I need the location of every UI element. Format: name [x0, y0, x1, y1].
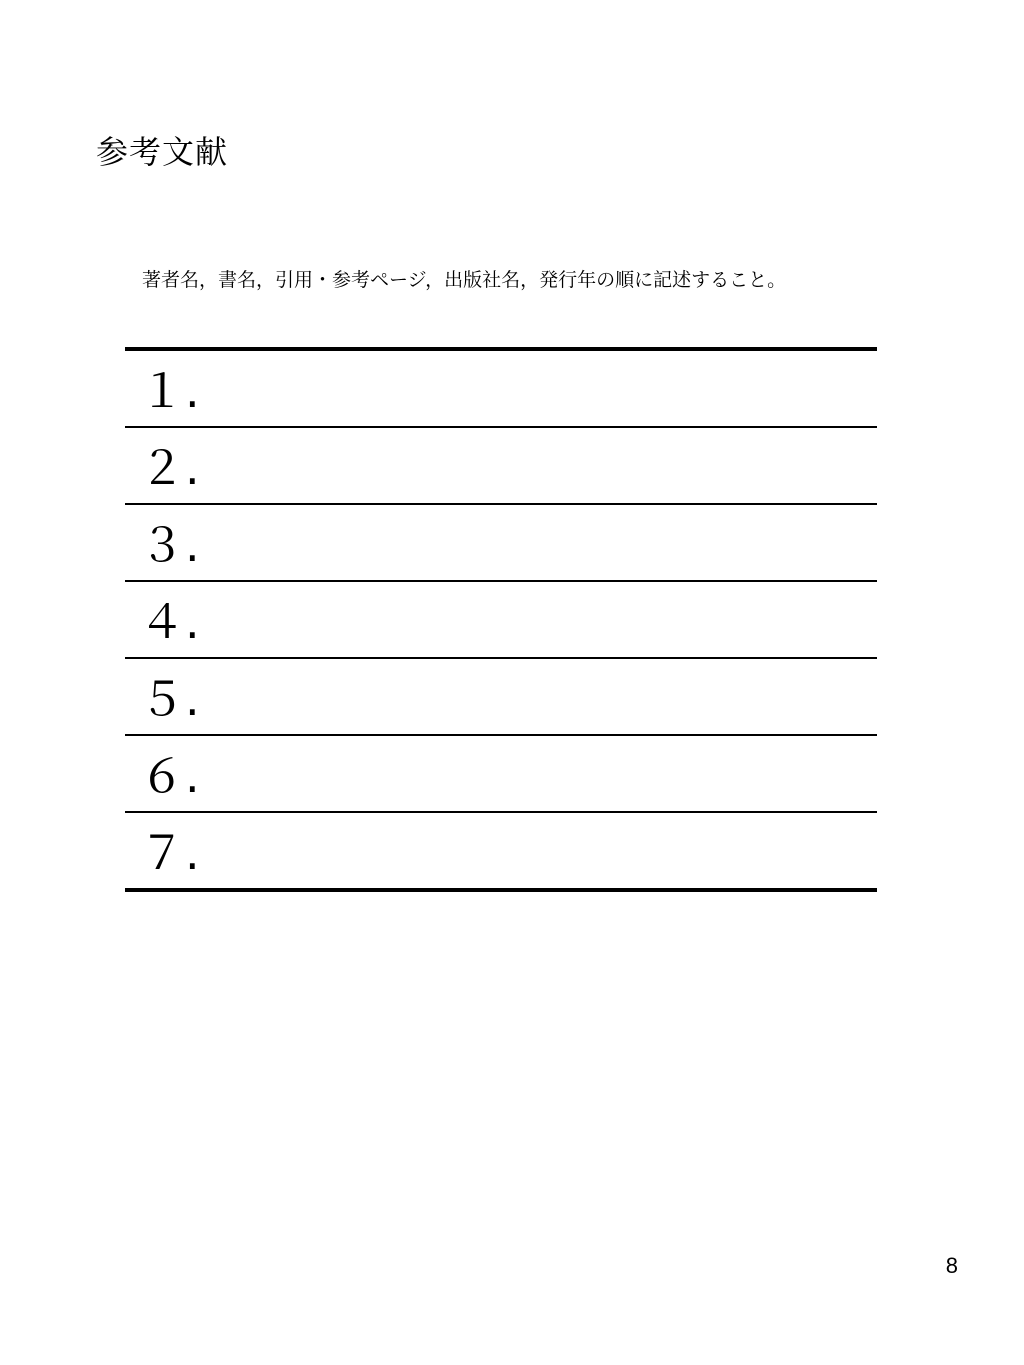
page-number: 8: [945, 1253, 958, 1278]
reference-row-5: [125, 659, 877, 736]
reference-row-6: [125, 736, 877, 813]
reference-row-2: [125, 428, 877, 505]
reference-number: ６.: [139, 749, 200, 803]
reference-row-1: [125, 351, 877, 428]
instruction-text: 著者名，書名，引用・参考ページ，出版社名，発行年の順に記述すること。: [142, 269, 787, 291]
reference-number: ２.: [139, 441, 200, 495]
reference-number: １.: [139, 364, 200, 418]
reference-row-7: [125, 813, 877, 888]
reference-number: ３.: [139, 518, 200, 572]
reference-number: ５.: [139, 672, 200, 726]
reference-number: ７.: [139, 826, 200, 880]
reference-row-4: [125, 582, 877, 659]
page-title: 参考文献: [96, 133, 229, 171]
reference-number: ４.: [139, 595, 200, 649]
reference-row-3: [125, 505, 877, 582]
reference-table: [125, 347, 877, 892]
